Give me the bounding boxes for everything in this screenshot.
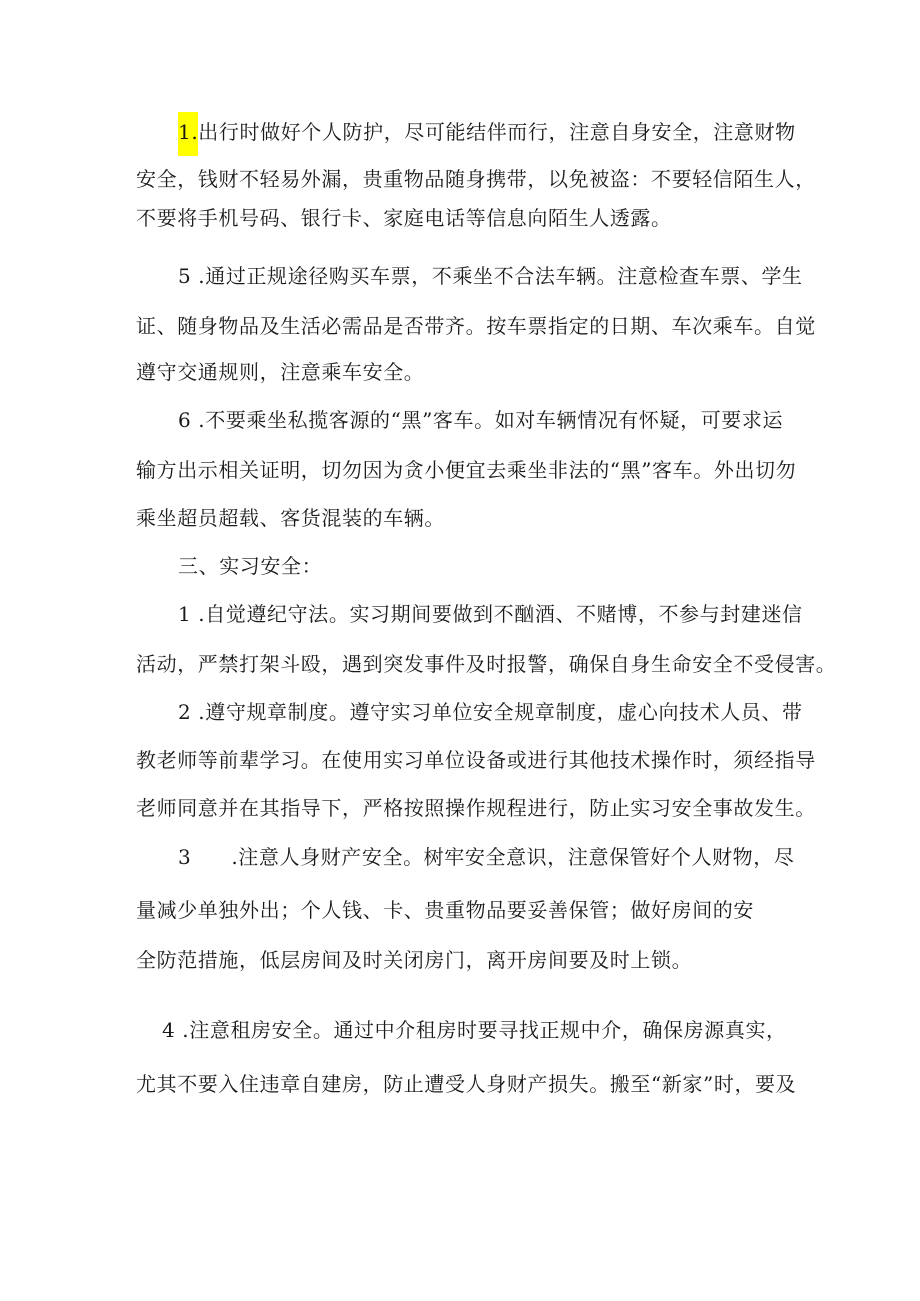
section-item-4-line-2: 尤其不要入住违章自建房，防止遭受人身财产损失。搬至“新家”时，要及 <box>136 1072 797 1096</box>
section-item-1-line-1: 1 .自觉遵纪守法。实习期间要做到不酗酒、不赌博，不参与封建迷信 <box>178 602 803 626</box>
section-item-3-line-3: 全防范措施，低层房间及时关闭房门，离开房间要及时上锁。 <box>136 948 693 972</box>
section-item-3-line-2: 量减少单独外出；个人钱、卡、贵重物品要妥善保管；做好房间的安 <box>136 898 754 922</box>
paragraph-1-line-1: 1.出行时做好个人防护，尽可能结伴而行，注意自身安全，注意财物 <box>178 112 796 156</box>
paragraph-6-line-1: 6 .不要乘坐私揽客源的“黑”客车。如对车辆情况有怀疑，可要求运 <box>178 408 784 432</box>
section-item-1-line-2: 活动，严禁打架斗殴，遇到突发事件及时报警，确保自身生命安全不受侵害。 <box>136 652 837 676</box>
section-heading: 三、实习安全： <box>178 554 323 578</box>
paragraph-6-line-3: 乘坐超员超载、客货混装的车辆。 <box>136 506 445 530</box>
section-item-4-line-1: 4 .注意租房安全。通过中介租房时要寻找正规中介，确保房源真实， <box>162 1018 787 1042</box>
section-item-2-line-3: 老师同意并在其指导下，严格按照操作规程进行，防止实习安全事故发生。 <box>136 796 816 820</box>
highlighted-number: 1. <box>178 112 198 156</box>
paragraph-5-line-3: 遵守交通规则，注意乘车安全。 <box>136 360 425 384</box>
section-item-2-line-1: 2 .遵守规章制度。遵守实习单位安全规章制度，虚心向技术人员、带 <box>178 700 803 724</box>
paragraph-5-line-2: 证、随身物品及生活必需品是否带齐。按车票指定的日期、车次乘车。自觉 <box>136 314 816 338</box>
paragraph-6-line-2: 输方出示相关证明，切勿因为贪小便宜去乘坐非法的“黑”客车。外出切勿 <box>136 458 797 482</box>
paragraph-5-line-1: 5 .通过正规途径购买车票，不乘坐不合法车辆。注意检查车票、学生 <box>178 264 803 288</box>
paragraph-1-line-3: 不要将手机号码、银行卡、家庭电话等信息向陌生人透露。 <box>136 206 672 230</box>
section-item-3-line-1: 3 .注意人身财产安全。树牢安全意识，注意保管好个人财物，尽 <box>178 845 795 869</box>
paragraph-1-line-2: 安全，钱财不轻易外漏，贵重物品随身携带，以免被盗：不要轻信陌生人， <box>136 167 816 191</box>
section-item-2-line-2: 教老师等前辈学习。在使用实习单位设备或进行其他技术操作时，须经指导 <box>136 748 816 772</box>
